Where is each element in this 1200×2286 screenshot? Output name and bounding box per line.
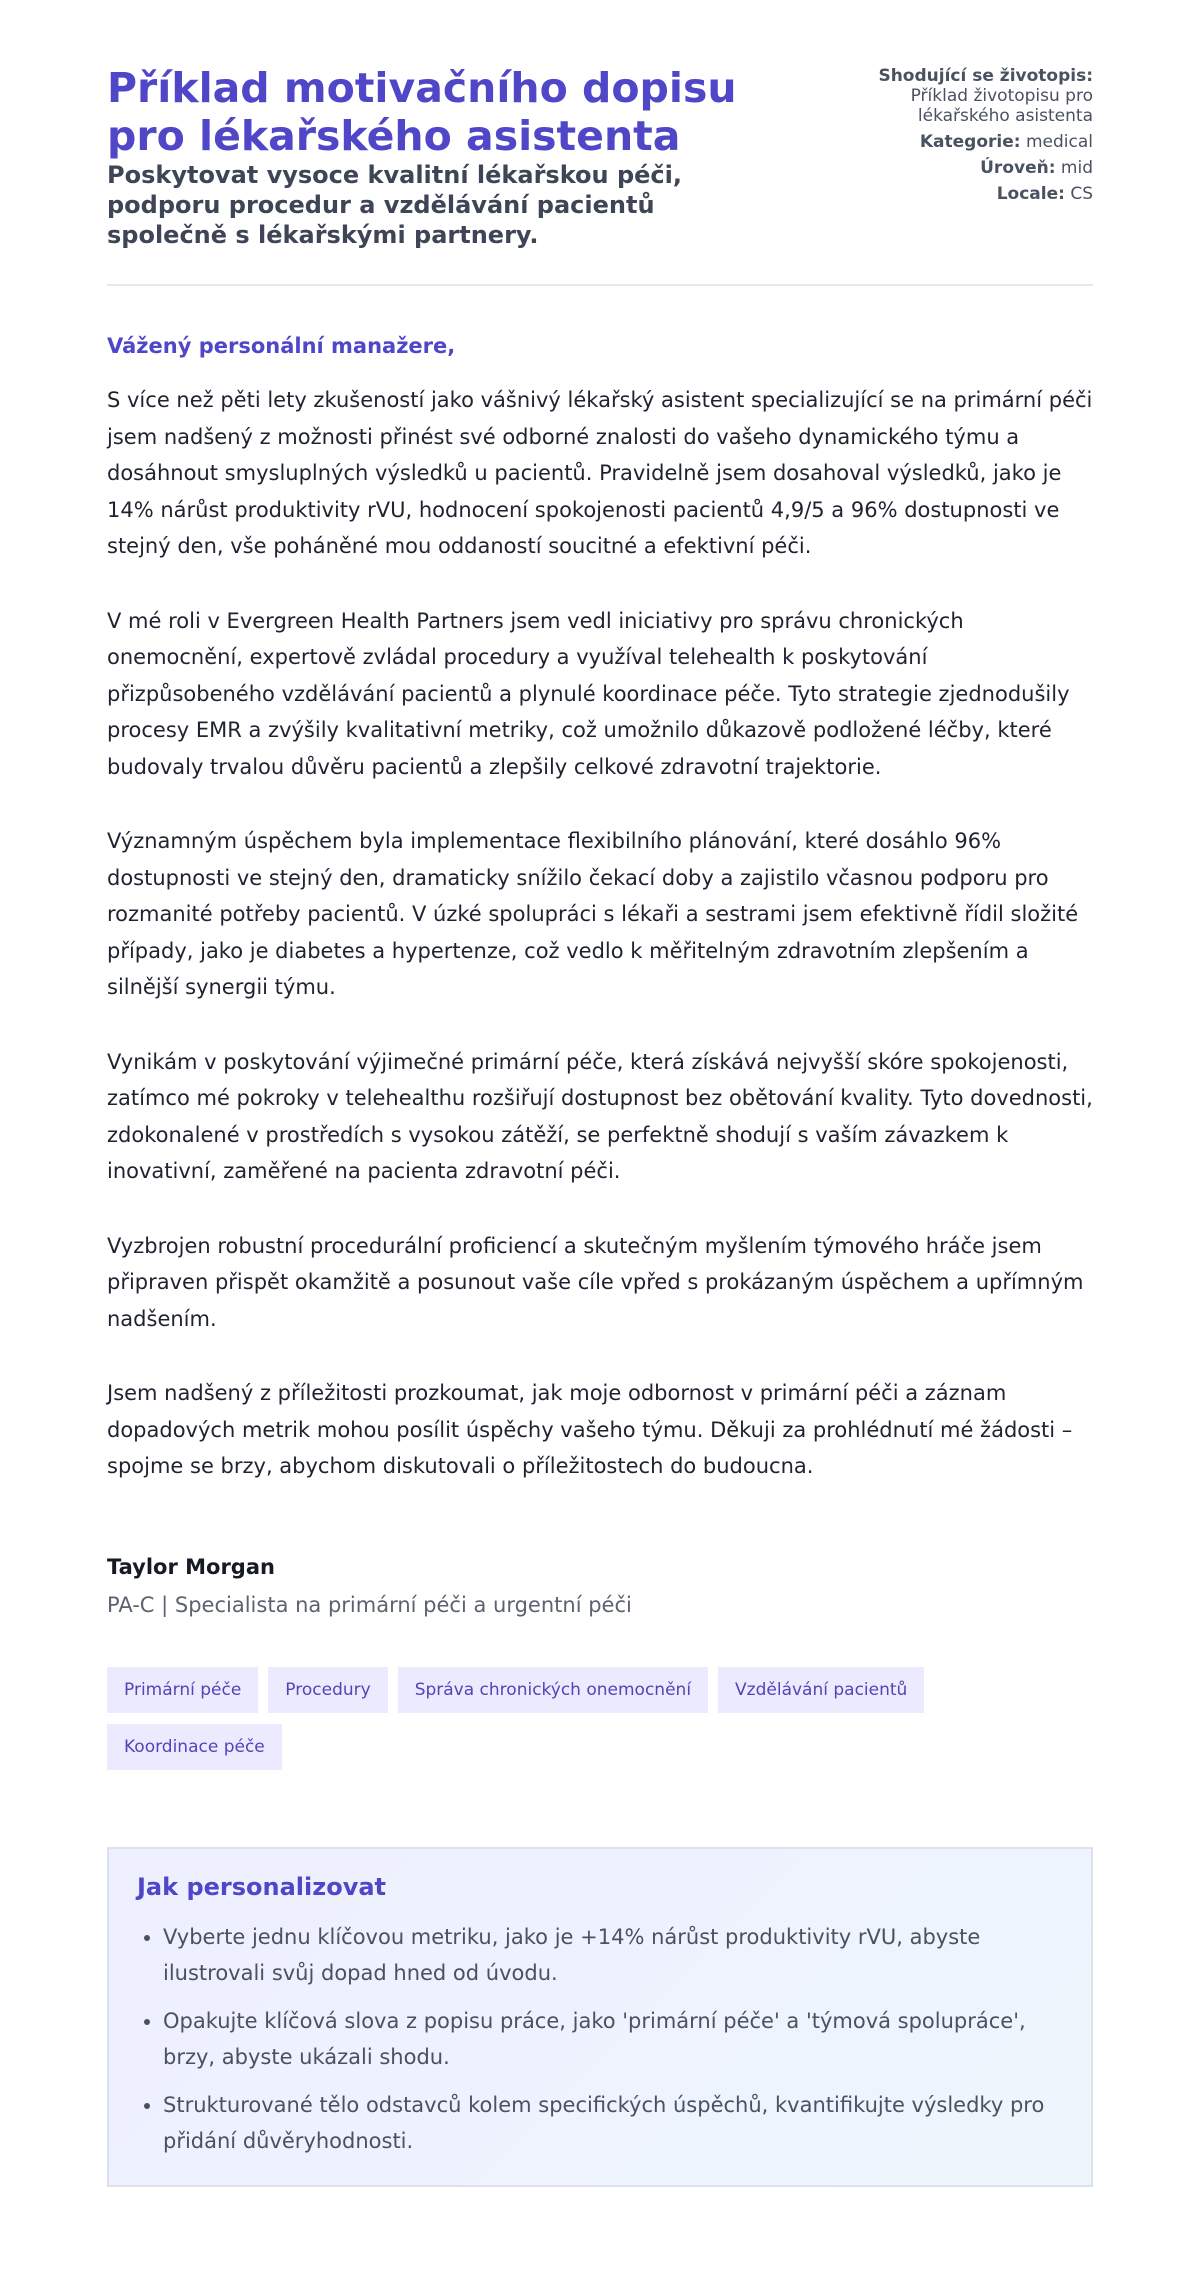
salutation: Vážený personální manažere, xyxy=(107,334,456,358)
tips-list xyxy=(137,1919,1063,2159)
skill-tag: Procedury xyxy=(268,1667,387,1713)
page-subtitle: Poskytovat vysoce kvalitní lékařskou péči, podporu procedur a vzdělávání pacientů společně s lékařskými partnery. xyxy=(107,161,682,249)
tips-title: Jak personalizovat xyxy=(137,1872,387,1901)
signature-name: Taylor Morgan xyxy=(107,1554,275,1579)
letter-paragraph: Vyzbrojen robustní procedurální proficiencí a skutečným myšlením týmového hráče jsem připraven přispět okamžitě a posunout vaše cíle vpřed s prokázaným úspěchem a upřímným nadšením. xyxy=(107,1233,1084,1331)
meta-resume-label: Shodující se životopis: xyxy=(878,66,1093,86)
cover-letter-page xyxy=(107,0,1093,2187)
meta-level-label: Úroveň: xyxy=(980,158,1056,178)
meta-locale xyxy=(833,184,1093,204)
meta-panel xyxy=(833,66,1093,210)
meta-category-value: medical xyxy=(1025,132,1093,152)
skill-tag: Primární péče xyxy=(107,1667,258,1713)
letter-paragraph: Významným úspěchem byla implementace flexibilního plánování, které dosáhlo 96% dostupnosti ve stejný den, dramaticky snížilo čekací doby a zajistilo včasnou podporu pro rozmanité potřeby pacientů. V úzké spolupráci s lékaři a sestrami jsem efektivně řídil složité případy, jako je diabetes a hypertenze, což vedlo k měřitelným zdravotním zlepšením a silnější synergii týmu. xyxy=(107,829,1079,999)
letter-body xyxy=(107,334,1093,1617)
tip-item: • Vyberte jednu klíčovou metriku, jako je +14% nárůst produktivity rVU, abyste ilustrovali svůj dopad hned od úvodu. xyxy=(163,1919,1063,1991)
meta-resume-link[interactable]: Příklad životopisu pro lékařského asistenta xyxy=(910,86,1093,126)
letter-paragraph: S více než pěti lety zkušeností jako vášnivý lékařský asistent specializující se na primární péči jsem nadšený z možnosti přinést své odborné znalosti do vašeho dynamického týmu a dosáhnout smysluplných výsledků u pacientů. Pravidelně jsem dosahoval výsledků, jako je 14% nárůst produktivity rVU, hodnocení spokojenosti pacientů 4,9/5 a 96% dostupnosti ve stejný den, vše poháněné mou oddaností soucitné a efektivní péči. xyxy=(107,388,1093,558)
letter-paragraph: Jsem nadšený z příležitosti prozkoumat, jak moje odbornost v primární péči a záznam dopadových metrik mohou posílit úspěchy vašeho týmu. Děkuji za prohlédnutí mé žádosti – spojme se brzy, abychom diskutovali o příležitostech do budoucna. xyxy=(107,1381,1073,1478)
page-header xyxy=(107,64,1093,286)
meta-level-value: mid xyxy=(1060,158,1093,178)
tip-item: • Strukturované tělo odstavců kolem specifických úspěchů, kvantifikujte výsledky pro přidání důvěryhodnosti. xyxy=(163,2087,1063,2159)
signature-title: PA-C | Specialista na primární péči a urgentní péči xyxy=(107,1592,632,1617)
meta-category xyxy=(833,132,1093,152)
skill-tags xyxy=(107,1667,1093,1781)
page-title: Příklad motivačního dopisu pro lékařského asistenta xyxy=(107,64,737,160)
skill-tag: Koordinace péče xyxy=(107,1724,282,1770)
letter-paragraph: Vynikám v poskytování výjimečné primární péče, která získává nejvyšší skóre spokojenosti, zatímco mé pokroky v telehealthu rozšiřují dostupnost bez obětování kvality. Tyto dovednosti, zdokonalené v prostředích s vysokou zátěží, se perfektně shodují s vaším závazkem k inovativní, zaměřené na pacienta zdravotní péči. xyxy=(107,1049,1093,1183)
personalize-tips-box xyxy=(107,1847,1093,2187)
meta-locale-label: Locale: xyxy=(996,184,1065,204)
tip-item: • Opakujte klíčová slova z popisu práce, jako 'primární péče' a 'týmová spolupráce', brzy, abyste ukázali shodu. xyxy=(163,2003,1063,2075)
letter-paragraph: V mé roli v Evergreen Health Partners jsem vedl iniciativy pro správu chronických onemocnění, expertově zvládal procedury a využíval telehealth k poskytování přizpůsobeného vzdělávání pacientů a plynulé koordinace péče. Tyto strategie zjednodušily procesy EMR a zvýšily kvalitativní metriky, což umožnilo důkazově podložené léčby, které budovaly trvalou důvěru pacientů a zlepšily celkové zdravotní trajektorie. xyxy=(107,608,1070,779)
meta-category-label: Kategorie: xyxy=(919,132,1021,152)
meta-level xyxy=(833,158,1093,178)
meta-locale-value: CS xyxy=(1070,184,1093,204)
skill-tag: Vzdělávání pacientů xyxy=(718,1667,924,1713)
skill-tag: Správa chronických onemocnění xyxy=(398,1667,708,1713)
meta-resume xyxy=(833,66,1093,126)
